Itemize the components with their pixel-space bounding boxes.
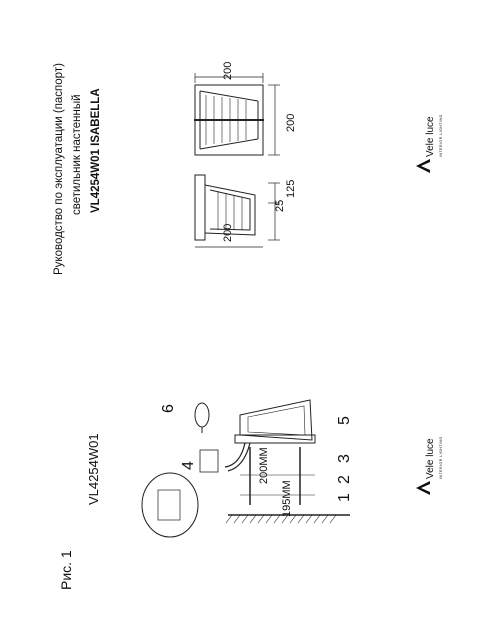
bulb: [195, 403, 209, 427]
brand-logo-top: [415, 115, 445, 175]
brand-name: Vele luce: [425, 438, 436, 479]
callout-4: 4: [180, 461, 197, 470]
side-depth-label: 125: [285, 179, 297, 198]
callout-1: 1: [336, 493, 353, 502]
model-name: VL4254W01 ISABELLA: [90, 88, 102, 213]
figure-code: VL4254W01: [86, 433, 101, 505]
callout-5: 5: [336, 416, 353, 425]
detail-bubble: [142, 473, 198, 537]
side-view: [195, 175, 280, 247]
callout-2: 2: [336, 475, 353, 484]
brand-name: Vele luce: [425, 116, 436, 157]
brand-tagline: INTERIOR LIGHTING: [439, 436, 443, 479]
callout-3: 3: [336, 454, 353, 463]
lamp-body: [240, 400, 312, 440]
mount-spacing-label: 195ММ: [281, 480, 293, 517]
callout-6: 6: [160, 404, 177, 413]
side-base-label: 25: [274, 199, 286, 212]
logo-mark-icon: [416, 481, 430, 495]
brand-logo-bottom: [415, 433, 445, 493]
terminal-block: [200, 450, 218, 472]
figure-label: Рис. 1: [58, 550, 74, 590]
logo-mark-icon: [416, 159, 430, 173]
wire: [225, 443, 245, 467]
installation-diagram: [140, 395, 360, 545]
side-width-label: 200: [222, 223, 234, 242]
dimension-drawings: [180, 55, 330, 255]
wire-length-label: 200ММ: [258, 447, 270, 484]
brand-tagline: INTERIOR LIGHTING: [439, 114, 443, 157]
front-view: [194, 73, 280, 155]
front-width-label: 200: [222, 61, 234, 80]
title-line-2: светильник настенный: [71, 94, 83, 215]
title-line-1: Руководство по эксплуатации (паспорт): [53, 63, 65, 275]
front-height-label: 200: [285, 113, 297, 132]
